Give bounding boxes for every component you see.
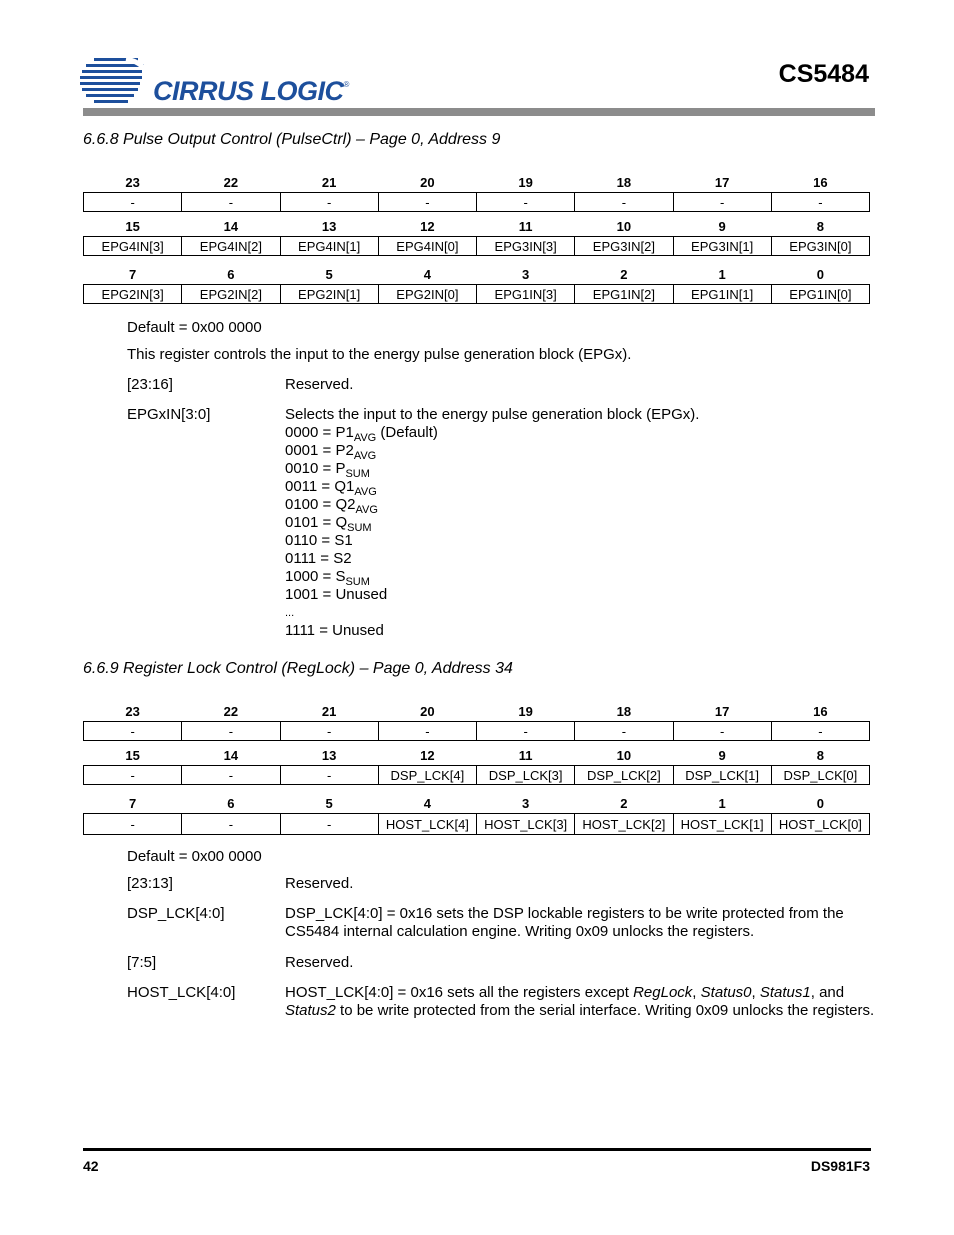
epgxin-summary: Selects the input to the energy pulse generation block (EPGx). xyxy=(285,406,700,423)
bit-field: - xyxy=(378,722,476,741)
bit-field: - xyxy=(182,814,280,835)
field-desc-reserved: Reserved. xyxy=(285,376,354,393)
bit-number: 4 xyxy=(423,267,431,282)
bit-field: - xyxy=(771,722,869,741)
bit-number: 1 xyxy=(718,796,726,811)
bit-field: - xyxy=(280,766,378,785)
bit-field: DSP_LCK[1] xyxy=(673,766,771,785)
bit-number: 20 xyxy=(420,704,435,719)
bit-field: DSP_LCK[3] xyxy=(477,766,575,785)
bit-number: 18 xyxy=(616,175,632,190)
bit-field-row xyxy=(84,193,870,212)
bit-number: 22 xyxy=(223,175,239,190)
bit-number: 13 xyxy=(321,748,337,763)
bit-field: - xyxy=(84,814,182,835)
field-label-reserved: [23:13] xyxy=(127,875,173,892)
bit-field: - xyxy=(84,193,182,212)
bit-number: 20 xyxy=(420,175,435,190)
code-line: $0100 = Q2_{AVG}$ xyxy=(285,496,378,516)
bit-number: 6 xyxy=(227,796,235,811)
field-desc-host-lck: HOST_LCK[4:0] = 0x16 sets all the registers except RegLock, Status0, Status1, and Status2 to be write protected from the serial interface. Writing 0x09 unlocks the registers. xyxy=(285,984,875,1019)
bit-field: EPG4IN[3] xyxy=(84,237,182,256)
bit-field-row xyxy=(84,285,870,304)
register-intro: This register controls the input to the energy pulse generation block (EPGx). xyxy=(127,346,632,363)
bit-field: HOST_LCK[0] xyxy=(771,814,869,835)
code-line: $1000 = S_{SUM}$ xyxy=(285,568,370,588)
bit-number: 23 xyxy=(125,704,140,719)
bit-number: 11 xyxy=(518,219,533,234)
bit-number: 15 xyxy=(125,219,140,234)
bit-number: 7 xyxy=(129,796,137,811)
bit-field: EPG4IN[1] xyxy=(280,237,378,256)
bit-field: EPG1IN[2] xyxy=(575,285,673,304)
header-rule xyxy=(83,108,875,116)
cirrus-logic-logo-icon xyxy=(80,55,158,105)
code-line: 0110 = S1 xyxy=(285,532,353,549)
bit-number: 5 xyxy=(325,796,333,811)
bit-field: HOST_LCK[4] xyxy=(378,814,476,835)
bit-number-row xyxy=(84,697,870,722)
bit-field-row xyxy=(84,766,870,785)
bit-field: - xyxy=(673,193,771,212)
bit-number: 2 xyxy=(620,796,628,811)
bit-field-row xyxy=(84,814,870,835)
bit-number: 4 xyxy=(423,796,431,811)
bit-number: 17 xyxy=(714,175,730,190)
code-line: 1001 = Unused xyxy=(285,586,388,603)
bit-field-row xyxy=(84,237,870,256)
bit-field: EPG4IN[0] xyxy=(378,237,476,256)
bit-number: 22 xyxy=(223,704,239,719)
bit-field: - xyxy=(575,722,673,741)
bit-field: - xyxy=(771,193,869,212)
bit-number: 1 xyxy=(718,267,726,282)
document-title: CS5484 xyxy=(778,60,869,88)
bit-number: 3 xyxy=(522,796,530,811)
bit-number: 16 xyxy=(813,175,828,190)
section-title-reglock: 6.6.9 Register Lock Control (RegLock) – Page 0, Address 34 xyxy=(83,660,513,677)
bit-field: HOST_LCK[3] xyxy=(477,814,575,835)
bit-field: - xyxy=(280,722,378,741)
bit-number: 0 xyxy=(816,267,824,282)
field-desc-epgxin xyxy=(285,406,875,640)
reglock-register-table xyxy=(83,697,870,835)
bit-field: - xyxy=(182,722,280,741)
bit-number: 7 xyxy=(129,267,137,282)
bit-number: 21 xyxy=(321,175,337,190)
bit-field: - xyxy=(477,722,575,741)
bit-number: 12 xyxy=(420,748,435,763)
bit-field: EPG3IN[0] xyxy=(771,237,869,256)
pulsectrl-register-table xyxy=(83,168,870,304)
bit-field: EPG1IN[0] xyxy=(771,285,869,304)
bit-field: DSP_LCK[2] xyxy=(575,766,673,785)
bit-field: - xyxy=(182,766,280,785)
bit-field: - xyxy=(477,193,575,212)
code-ellipsis: ... xyxy=(285,607,295,619)
bit-number: 6 xyxy=(227,267,235,282)
brand-wordmark: CIRRUS LOGIC® xyxy=(153,76,349,106)
field-label-reserved: [7:5] xyxy=(127,954,157,971)
bit-field: DSP_LCK[4] xyxy=(378,766,476,785)
bit-number: 23 xyxy=(125,175,140,190)
bit-number: 5 xyxy=(325,267,333,282)
bit-field: - xyxy=(84,766,182,785)
bit-field: - xyxy=(84,722,182,741)
bit-number: 21 xyxy=(321,704,337,719)
bit-field: - xyxy=(575,193,673,212)
bit-number: 13 xyxy=(321,219,337,234)
footer-rule xyxy=(83,1148,871,1151)
bit-number: 11 xyxy=(518,748,533,763)
bit-field: - xyxy=(280,814,378,835)
field-desc-dsp-lck: DSP_LCK[4:0] = 0x16 sets the DSP lockable registers to be write protected from the CS5484 internal calculation engine. Writing 0x09 unlocks the registers. xyxy=(285,905,844,940)
bit-field: - xyxy=(182,193,280,212)
bit-number: 10 xyxy=(616,219,632,234)
bit-field: EPG4IN[2] xyxy=(182,237,280,256)
bit-field: EPG2IN[2] xyxy=(182,285,280,304)
bit-number: 8 xyxy=(816,748,824,763)
bit-field: DSP_LCK[0] xyxy=(771,766,869,785)
bit-number-row xyxy=(84,256,870,285)
bit-number: 9 xyxy=(718,219,726,234)
bit-number-row xyxy=(84,785,870,814)
bit-field: EPG1IN[3] xyxy=(477,285,575,304)
bit-number: 2 xyxy=(620,267,628,282)
bit-number: 18 xyxy=(616,704,632,719)
code-line: $0101 = Q_{SUM}$ xyxy=(285,514,372,534)
bit-field: HOST_LCK[1] xyxy=(673,814,771,835)
bit-field-row xyxy=(84,722,870,741)
field-desc-reserved: Reserved. xyxy=(285,875,354,892)
bit-field: - xyxy=(378,193,476,212)
bit-number: 14 xyxy=(223,219,239,234)
field-label-dsp-lck: DSP_LCK[4:0] xyxy=(127,905,225,922)
code-line: $0000 = P1_{AVG}$ (Default) xyxy=(285,424,438,444)
field-desc-reserved: Reserved. xyxy=(285,954,354,971)
bit-number: 9 xyxy=(718,748,726,763)
bit-number: 12 xyxy=(420,219,435,234)
bit-number-row xyxy=(84,741,870,766)
default-value: Default = 0x00 0000 xyxy=(127,319,262,336)
bit-field: EPG3IN[2] xyxy=(575,237,673,256)
default-value: Default = 0x00 0000 xyxy=(127,848,262,865)
bit-field: EPG3IN[3] xyxy=(477,237,575,256)
field-label-epgxin: EPGxIN[3:0] xyxy=(127,406,211,423)
field-label-reserved: [23:16] xyxy=(127,376,173,393)
bit-field: EPG2IN[1] xyxy=(280,285,378,304)
field-label-host-lck: HOST_LCK[4:0] xyxy=(127,984,236,1001)
bit-field: EPG2IN[0] xyxy=(378,285,476,304)
bit-number: 14 xyxy=(223,748,239,763)
bit-number: 0 xyxy=(816,796,824,811)
bit-field: EPG2IN[3] xyxy=(84,285,182,304)
code-line: 0111 = S2 xyxy=(285,550,352,567)
bit-number: 16 xyxy=(813,704,828,719)
page-number: 42 xyxy=(83,1158,99,1174)
bit-number: 3 xyxy=(522,267,530,282)
document-id: DS981F3 xyxy=(810,1158,870,1174)
code-line: $0010 = P_{SUM}$ xyxy=(285,460,370,480)
bit-field: EPG3IN[1] xyxy=(673,237,771,256)
code-line: $0011 = Q1_{AVG}$ xyxy=(285,478,377,498)
section-title-pulsectrl: 6.6.8 Pulse Output Control (PulseCtrl) – Page 0, Address 9 xyxy=(83,131,501,148)
code-line: $0001 = P2_{AVG}$ xyxy=(285,442,377,462)
bit-field: - xyxy=(280,193,378,212)
bit-number: 17 xyxy=(714,704,730,719)
bit-number: 19 xyxy=(518,175,533,190)
bit-number-row xyxy=(84,168,870,193)
bit-field: EPG1IN[1] xyxy=(673,285,771,304)
bit-number-row xyxy=(84,212,870,237)
code-line: 1111 = Unused xyxy=(285,622,384,639)
bit-number: 15 xyxy=(125,748,140,763)
bit-number: 8 xyxy=(816,219,824,234)
bit-field: - xyxy=(673,722,771,741)
bit-number: 10 xyxy=(616,748,632,763)
bit-number: 19 xyxy=(518,704,533,719)
bit-field: HOST_LCK[2] xyxy=(575,814,673,835)
